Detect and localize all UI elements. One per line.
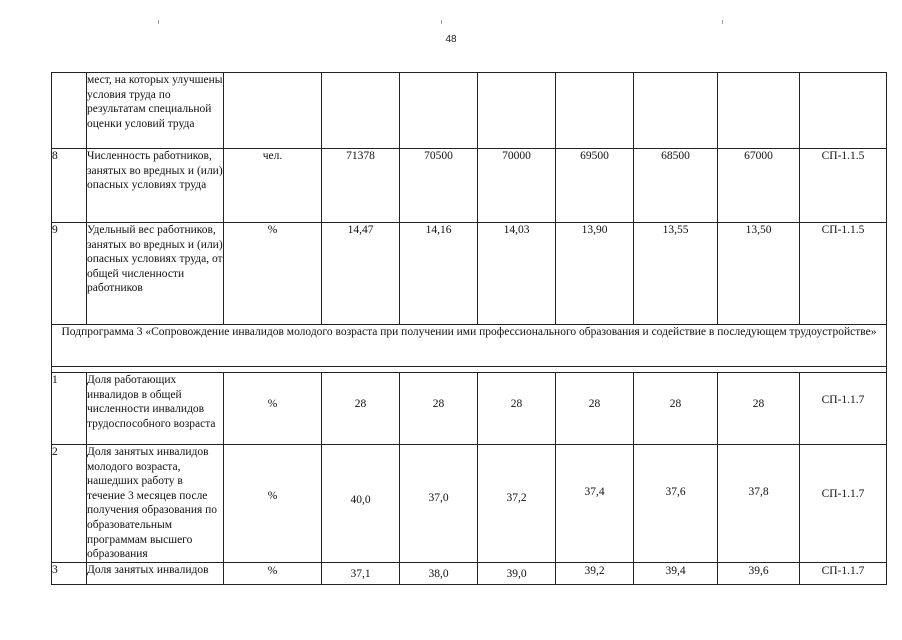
- code-cell: [800, 73, 887, 149]
- code-cell: СП-1.1.7: [800, 445, 887, 563]
- value-cell: [322, 73, 400, 149]
- unit-cell: %: [224, 445, 322, 563]
- table-row: [52, 563, 887, 585]
- value-cell: 14,03: [478, 223, 556, 325]
- table-row: [52, 223, 887, 325]
- value-cell: 13,55: [634, 223, 718, 325]
- value-cell: 37,0: [400, 445, 478, 563]
- indicator-name: Доля работающих инвалидов в общей численности инвалидов трудоспособного возраста: [87, 373, 224, 445]
- row-number: 1: [52, 373, 87, 445]
- value-cell: [718, 73, 800, 149]
- value-cell: 37,6: [634, 445, 718, 563]
- value-cell: 38,0: [400, 563, 478, 585]
- indicator-name: Доля занятых инвалидов: [87, 563, 224, 585]
- value-cell: 71378: [322, 149, 400, 223]
- value-cell: [478, 73, 556, 149]
- code-cell: СП-1.1.7: [800, 563, 887, 585]
- scan-speck: [722, 20, 723, 24]
- value-cell: 70500: [400, 149, 478, 223]
- page-number: 48: [445, 34, 457, 45]
- unit-cell: %: [224, 373, 322, 445]
- table-row: [52, 149, 887, 223]
- value-cell: 39,0: [478, 563, 556, 585]
- indicator-name: мест, на которых улучшены условия труда по результатам специальной оценки условий труда: [87, 73, 224, 149]
- table-row: [52, 445, 887, 563]
- row-number: [52, 73, 87, 149]
- code-cell: СП-1.1.7: [800, 373, 887, 445]
- value-cell: 69500: [556, 149, 634, 223]
- value-cell: 13,50: [718, 223, 800, 325]
- row-number: 9: [52, 223, 87, 325]
- subprogram-row: [52, 325, 887, 367]
- value-cell: 68500: [634, 149, 718, 223]
- row-number: 3: [52, 563, 87, 585]
- value-cell: 37,1: [322, 563, 400, 585]
- value-cell: 28: [478, 373, 556, 445]
- value-cell: 28: [718, 373, 800, 445]
- value-cell: 39,2: [556, 563, 634, 585]
- subprogram-heading: Подпрограмма 3 «Сопровождение инвалидов молодого возраста при получении ими профессионального образования и содействие в последующем трудоустройстве»: [52, 325, 887, 367]
- value-cell: 67000: [718, 149, 800, 223]
- value-cell: 28: [322, 373, 400, 445]
- value-cell: 37,8: [718, 445, 800, 563]
- unit-cell: %: [224, 563, 322, 585]
- scan-speck: [441, 20, 442, 24]
- value-cell: 28: [634, 373, 718, 445]
- value-cell: 39,6: [718, 563, 800, 585]
- indicator-name: Доля занятых инвалидов молодого возраста, нашедших работу в течение 3 месяцев после получения образования по образовательным программам высшего образования: [87, 445, 224, 563]
- value-cell: 28: [556, 373, 634, 445]
- value-cell: 37,2: [478, 445, 556, 563]
- indicators-table: [51, 72, 887, 585]
- row-number: 8: [52, 149, 87, 223]
- unit-cell: чел.: [224, 149, 322, 223]
- code-cell: СП-1.1.5: [800, 223, 887, 325]
- value-cell: 13,90: [556, 223, 634, 325]
- table-row: [52, 73, 887, 149]
- value-cell: [556, 73, 634, 149]
- value-cell: 14,16: [400, 223, 478, 325]
- value-cell: 40,0: [322, 445, 400, 563]
- value-cell: 39,4: [634, 563, 718, 585]
- unit-cell: [224, 73, 322, 149]
- value-cell: 14,47: [322, 223, 400, 325]
- value-cell: 70000: [478, 149, 556, 223]
- value-cell: [634, 73, 718, 149]
- table-row: [52, 373, 887, 445]
- value-cell: 37,4: [556, 445, 634, 563]
- indicator-name: Численность работников, занятых во вредных и (или) опасных условиях труда: [87, 149, 224, 223]
- scan-speck: [158, 20, 159, 24]
- unit-cell: %: [224, 223, 322, 325]
- indicator-name: Удельный вес работников, занятых во вредных и (или) опасных условиях труда, от общей численности работников: [87, 223, 224, 325]
- value-cell: [400, 73, 478, 149]
- row-number: 2: [52, 445, 87, 563]
- value-cell: 28: [400, 373, 478, 445]
- code-cell: СП-1.1.5: [800, 149, 887, 223]
